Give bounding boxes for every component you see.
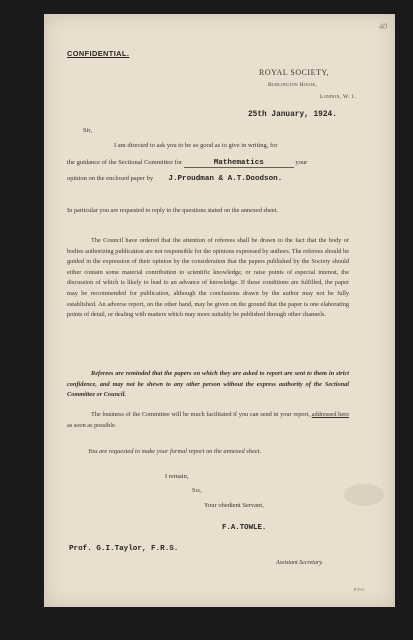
recipient-name: Prof. G.I.Taylor, F.R.S. <box>69 545 179 553</box>
intro-line-1: I am directed to ask you to be so good as to give in writing, for <box>114 142 278 149</box>
questions-paragraph: In particular you are requested to reply to the questions stated on the annexed sheet. <box>67 207 279 214</box>
letter-date: 25th January, 1924. <box>248 111 337 119</box>
council-paragraph: The Council have ordered that the attention of referees shall be drawn to the fact that the body or bodies authorizing publication are not responsible for the opinions expressed by authors. The referees should be guided in the expression of their opinion by the consideration that the papers published by the Society should either contain some material contribution to scientific knowledge, or raise points of especial interest, the discussion of which is likely to lead to an advance of knowledge. If these conditions are fulfilled, the paper may be recommended for publication, although the conclusions drawn by the author may not be fully established. An adverse report, on the other hand, may be given on the ground that the paper is one elaborating points of detail, or dealing with matters which may more suitably be published through other channels. <box>67 237 349 319</box>
salutation: Sir, <box>83 127 92 134</box>
paper-stain <box>344 484 384 506</box>
address-line-1: Burlington House, <box>268 82 318 88</box>
closing-servant: Your obedient Servant, <box>204 502 264 509</box>
page-number-handwritten: 40 <box>379 22 387 31</box>
formal-report-request: You are requested to make your formal report on the annexed sheet. <box>88 448 261 455</box>
addressed-here-text: addressed here <box>311 411 350 418</box>
address-line-2: London, W. 1. <box>320 94 357 100</box>
signatory-title: Assistant Secretary. <box>276 560 324 566</box>
business-paragraph: The business of the Committee will be much facilitated if you can send in your report, addressed here as soon as possible. <box>67 411 350 429</box>
authors-field: J.Proudman & A.T.Doodson. <box>168 175 283 183</box>
letter-page <box>44 14 395 607</box>
closing-sir: Sir, <box>192 488 203 494</box>
pto-mark: P.T.O. <box>354 587 365 592</box>
closing-remain: I remain, <box>165 473 189 480</box>
committee-field: Mathematics <box>213 159 264 167</box>
intro-line-3: opinion on the enclosed paper by J.Proudman & A.T.Doodson. <box>67 175 283 183</box>
confidential-heading: CONFIDENTIAL. <box>67 49 130 58</box>
signatory-name: F.A.TOWLE. <box>222 524 267 532</box>
intro-line-2: the guidance of the Sectional Committee for Mathematics your <box>67 159 308 167</box>
org-name: ROYAL SOCIETY, <box>259 68 330 77</box>
confidentiality-reminder: Referees are reminded that the papers on which they are asked to report are sent to them in strict confidence, and may not be shewn to any other person without the express authority of the Sectional Committee or Council. <box>67 370 349 399</box>
